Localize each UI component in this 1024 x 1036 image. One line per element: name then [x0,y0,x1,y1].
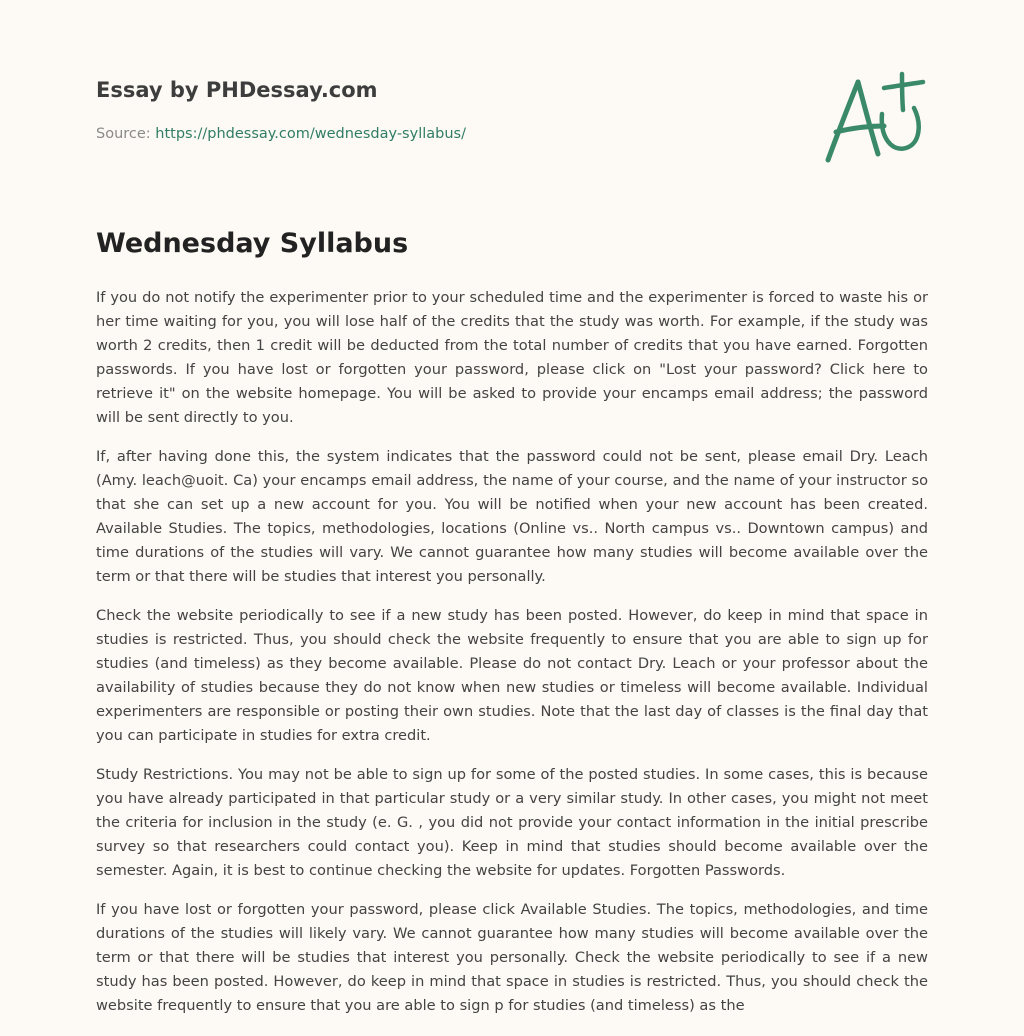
essay-paragraph: If, after having done this, the system indicates that the password could not be sent, please email Dry. Leach (Amy. leach@uoit. Ca) your encamps email address, the name of your course, and the name of your instructor so that she can set up a new account for you. You will be notified when your new account has been created. Available Studies. The topics, methodologies, locations (Online vs.. North campus vs.. Downtown campus) and time durations of the studies will vary. We cannot guarantee how many studies will become available over the term or that there will be studies that interest you personally. [96,448,928,585]
source-link[interactable]: https://phdessay.com/wednesday-syllabus/ [155,126,466,142]
essay-body [96,286,928,1033]
essay-paragraph: If you have lost or forgotten your password, please click Available Studies. The topics, methodologies, and time durations of the studies will likely vary. We cannot guarantee how many studies will become available over the term or that there will be studies that interest you personally. Check the website periodically to see if a new study has been posted. However, do keep in mind that space in studies is restricted. Thus, you should check the website frequently to ensure that you are able to sign p for studies (and timeless) as the [96,901,928,1014]
document-header [96,76,466,144]
essay-paragraph: Study Restrictions. You may not be able to sign up for some of the posted studies. In some cases, this is because you have already participated in that particular study or a very similar study. In other cases, you might not meet the criteria for inclusion in the study (e. G. , you did not provide your contact information in the initial prescribe survey so that researchers could contact you). Keep in mind that studies should become available over the semester. Again, it is best to continue checking the website for updates. Forgotten Passwords. [96,766,928,879]
source-label: Source: [96,126,151,142]
essay-title: Wednesday Syllabus [96,228,409,259]
site-title: Essay by PHDessay.com [96,78,378,102]
source-line [96,124,466,144]
essay-paragraph: If you do not notify the experimenter prior to your scheduled time and the experimenter is forced to waste his or her time waiting for you, you will lose half of the credits that the study was worth. For example, if the study was worth 2 credits, then 1 credit will be deducted from the total number of credits that you have earned. Forgotten passwords. If you have lost or forgotten your password, please click on "Lost your password? Click here to retrieve it" on the website homepage. You will be asked to provide your encamps email address; the password will be sent directly to you. [96,289,928,426]
essay-paragraph: Check the website periodically to see if a new study has been posted. However, do keep in mind that space in studies is restricted. Thus, you should check the website frequently to ensure that you are able to sign up for studies (and timeless) as they become available. Please do not contact Dry. Leach or your professor about the availability of studies because they do not know when new studies or timeless will become available. Individual experimenters are responsible or posting their own studies. Note that the last day of classes is the final day that you can participate in studies for extra credit. [96,607,928,744]
a-plus-logo-icon [822,68,928,166]
